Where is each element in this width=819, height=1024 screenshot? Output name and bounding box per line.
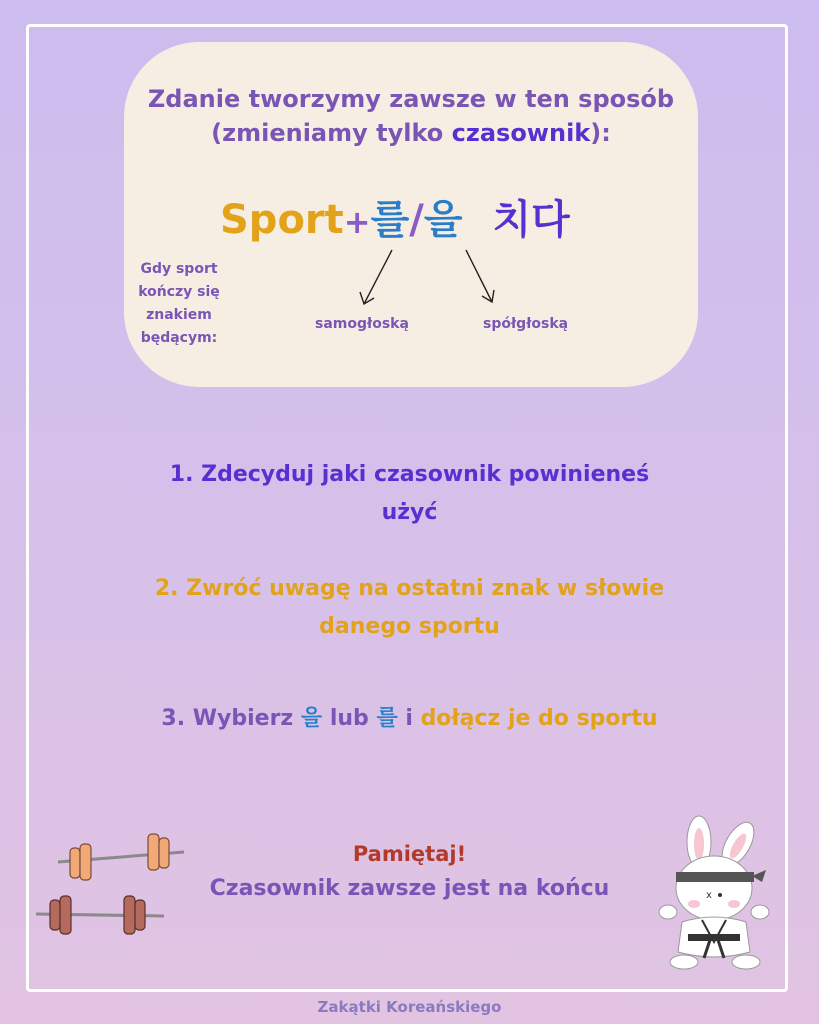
svg-text:x: x: [706, 890, 712, 901]
step-3-option1: 을: [300, 706, 323, 731]
dumbbell-bottom-icon: [36, 896, 164, 934]
card-title-highlight: czasownik: [451, 119, 591, 147]
step-2-text: 2. Zwróć uwagę na ostatni znak w słowie danego sportu: [154, 576, 665, 639]
step-3-suffix: dołącz je do sportu: [420, 706, 658, 731]
arrow-head-consonant: [482, 290, 494, 302]
formula-card: [124, 42, 698, 387]
step-3-mid1: lub: [322, 706, 377, 731]
formula-sport: Sport: [220, 197, 344, 243]
reminder-text: Czasownik zawsze jest na końcu: [209, 876, 610, 901]
step-3-option2: 를: [376, 706, 398, 731]
arrow-to-vowel: [364, 250, 392, 304]
dumbbell-top-icon: [58, 834, 184, 880]
step-3-mid2: i: [397, 706, 421, 731]
step-1: [0, 456, 819, 532]
footer-brand: Zakątki Koreańskiego: [317, 998, 502, 1016]
step-3-prefix: 3. Wybierz: [161, 706, 301, 731]
bunny-icon: [659, 816, 769, 969]
step-2: [0, 570, 819, 646]
reminder-title: Pamiętaj!: [352, 842, 467, 866]
formula-slash: /: [409, 197, 424, 243]
card-title-part1: Zdanie tworzymy zawsze w ten sposób (zmieniamy tylko: [147, 85, 675, 147]
formula-verb: 치다: [492, 197, 570, 243]
side-note: Gdy sport kończy się znakiem będącym:: [138, 261, 220, 346]
label-vowel: samogłoską: [315, 316, 409, 332]
dumbbells-illustration: [30, 826, 190, 946]
formula-particle-vowel: 를: [370, 197, 410, 243]
card-title-part2: ):: [590, 119, 611, 147]
label-consonant: spółgłoską: [483, 316, 569, 332]
formula-plus: +: [343, 203, 371, 241]
step-3: [0, 700, 819, 738]
arrow-to-consonant: [466, 250, 492, 302]
formula-particle-consonant: 을: [423, 197, 463, 243]
step-1-text: 1. Zdecyduj jaki czasownik powinieneś użyć: [169, 462, 650, 525]
karate-bunny-illustration: [654, 812, 774, 972]
